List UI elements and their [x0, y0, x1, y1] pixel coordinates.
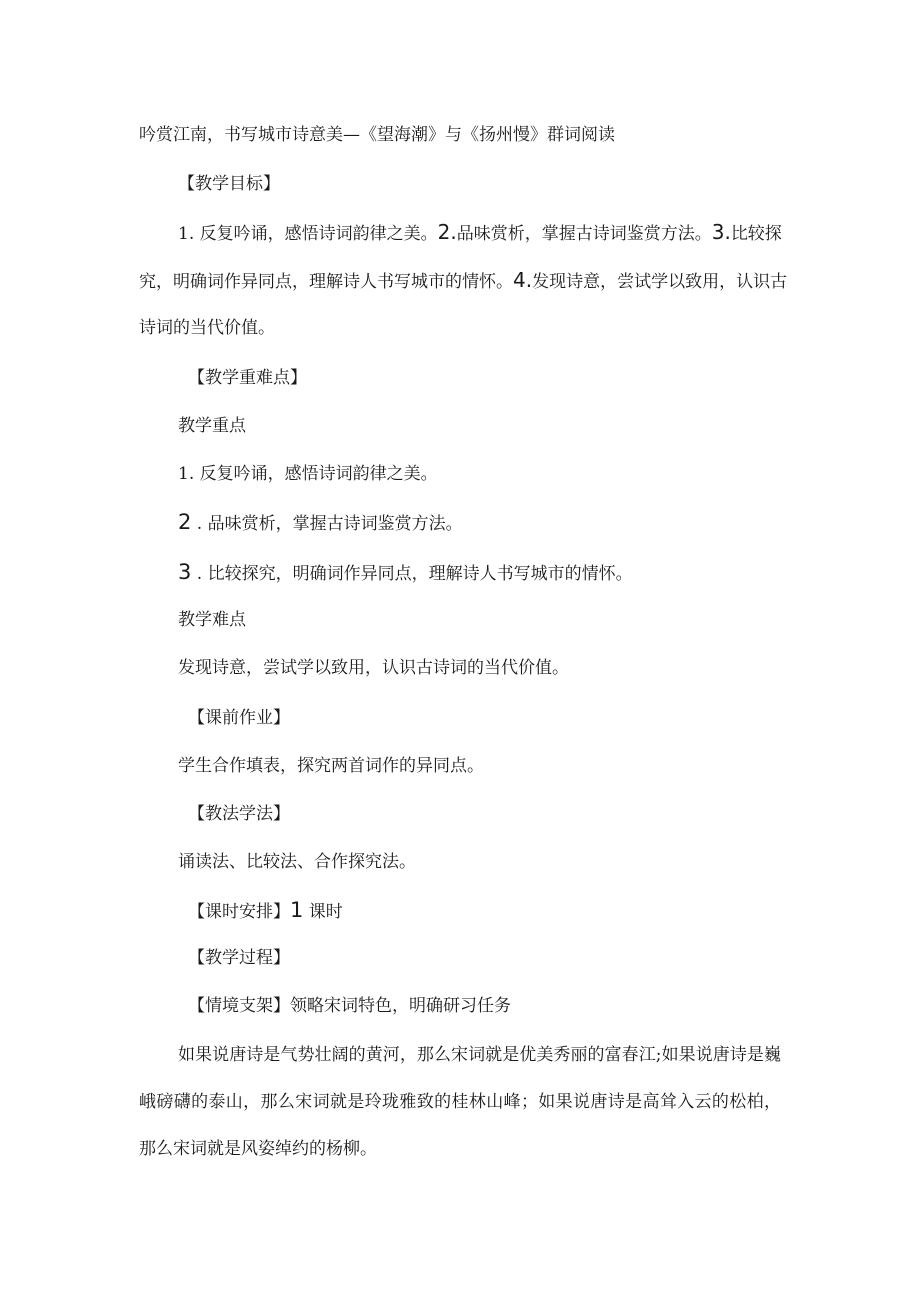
- context-heading: 【情境支架】: [188, 996, 290, 1016]
- difficulty-item-1: 发现诗意，尝试学以致用，认识古诗词的当代价值。: [178, 658, 569, 678]
- focus-item-2-text: . 品味赏析，掌握古诗词鉴赏方法。: [191, 514, 463, 534]
- focus-label: 教学重点: [178, 416, 246, 436]
- goal-1-text: 1. 反复吟诵，感悟诗词韵律之美。: [178, 224, 438, 244]
- homework-heading: 【课前作业】: [188, 708, 290, 728]
- goal-2-text: 品味赏析，掌握古诗词鉴赏方法。: [456, 224, 712, 244]
- focus-item-3-number: 3: [178, 560, 192, 584]
- goal-4-number: 4.: [513, 268, 533, 292]
- focus-item-3-text: . 比较探究，明确词作异同点，理解诗人书写城市的情怀。: [191, 564, 633, 584]
- goals-line-3: 诗词的当代价值。: [139, 318, 275, 338]
- intro-paragraph: 如果说唐诗是气势壮阔的黄河，那么宋词就是优美秀丽的富春江;如果说唐诗是巍峨磅礴的泰山，那么宋词就是玲珑雅致的桂林山峰；如果说唐诗是高耸入云的松柏，那么宋词就是风姿绰约的杨柳。: [139, 1045, 781, 1159]
- methods-heading: 【教法学法】: [188, 804, 290, 824]
- focus-item-3: [178, 560, 633, 586]
- focus-item-2-number: 2: [178, 510, 192, 534]
- schedule-line: [188, 898, 343, 924]
- schedule-heading: 【课时安排】: [188, 902, 290, 922]
- goals-heading: 【教学目标】: [178, 174, 280, 194]
- methods-text: 诵读法、比较法、合作探究法。: [178, 852, 416, 872]
- goal-3-text-end: 究，明确词作异同点，理解诗人书写城市的情怀。: [139, 272, 513, 292]
- schedule-number: 1: [290, 898, 304, 922]
- homework-text: 学生合作填表，探究两首词作的异同点。: [178, 756, 484, 776]
- context-line: [188, 994, 511, 1018]
- process-heading: 【教学过程】: [188, 948, 290, 968]
- focus-item-1: 1. 反复吟诵，感悟诗词韵律之美。: [178, 464, 438, 484]
- goals-line-1: [178, 220, 782, 246]
- context-text: 领略宋词特色，明确研习任务: [290, 996, 511, 1016]
- goal-3-text-start: 比较探: [730, 224, 782, 244]
- document-title: 吟赏江南，书写城市诗意美—《望海潮》与《扬州慢》群词阅读: [139, 125, 615, 145]
- schedule-unit: 课时: [303, 902, 343, 922]
- goal-4-text: 发现诗意，尝试学以致用，认识古: [532, 272, 788, 292]
- goals-line-2: [139, 268, 787, 294]
- difficulty-label: 教学难点: [178, 610, 246, 630]
- key-points-heading: 【教学重难点】: [188, 368, 307, 388]
- focus-item-2: [178, 510, 463, 536]
- goal-3-number: 3.: [711, 220, 731, 244]
- goal-2-number: 2.: [437, 220, 457, 244]
